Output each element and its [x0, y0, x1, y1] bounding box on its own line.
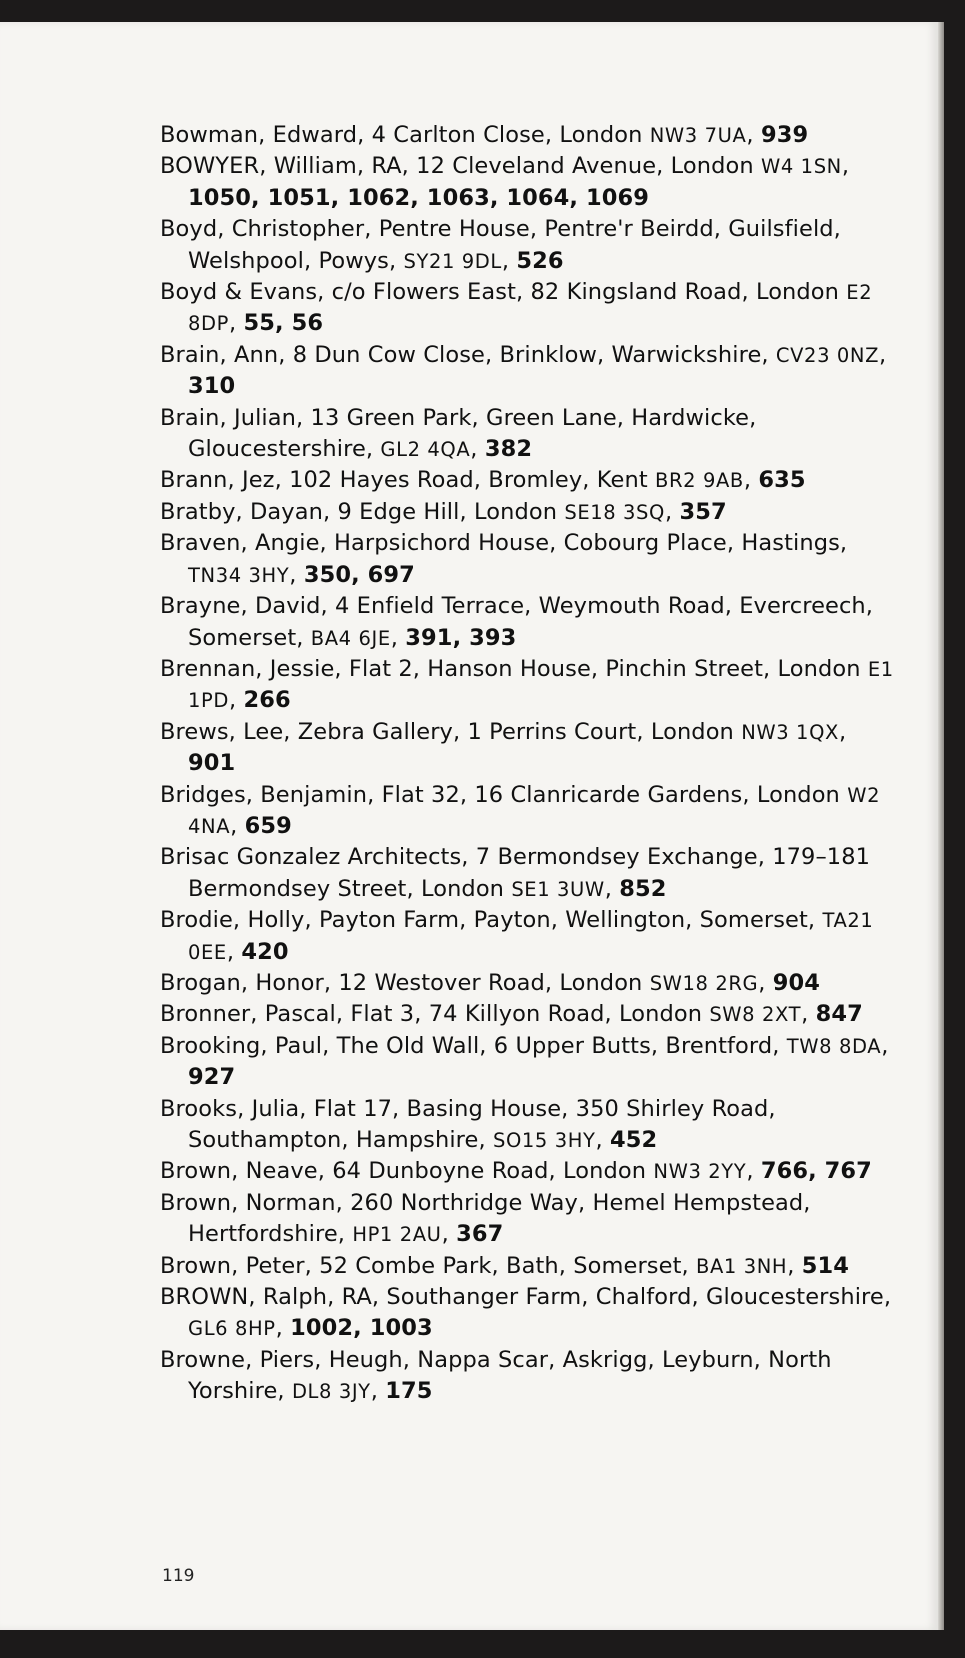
- entry-pages: 452: [610, 1127, 658, 1153]
- index-entry: BROWN, Ralph, RA, Southanger Farm, Chalford, Gloucestershire, GL6 8HP, 1002, 1003: [160, 1284, 892, 1342]
- entry-text: Braven, Angie, Harpsichord House, Cobourg Place, Hastings,: [160, 530, 848, 557]
- entry-text: Brennan, Jessie, Flat 2, Hanson House, Pinchin Street, London: [160, 655, 861, 682]
- entry-pages: 526: [516, 247, 564, 274]
- index-entry: Bridges, Benjamin, Flat 32, 16 Clanricarde Gardens, London W2 4NA, 659: [160, 781, 881, 839]
- index-entries: [160, 120, 900, 1408]
- entry-postcode: TA21 0EE: [188, 909, 874, 964]
- entry-text: Brann, Jez, 102 Hayes Road, Bromley, Kent: [160, 467, 648, 494]
- entry-pages: 766, 767: [760, 1158, 872, 1185]
- entry-text: Brain, Ann, 8 Dun Cow Close, Brinklow, Warwickshire,: [160, 341, 769, 368]
- entry-text: Bowman, Edward, 4 Carlton Close, London: [160, 122, 643, 148]
- entry-pages: 310: [188, 373, 236, 400]
- entry-postcode: E1 1PD: [188, 657, 894, 713]
- index-entry: Braven, Angie, Harpsichord House, Cobourg Place, Hastings, TN34 3HY, 350, 697: [160, 530, 848, 588]
- index-entry: Boyd & Evans, c/o Flowers East, 82 Kingsland Road, London E2 8DP, 55, 56: [160, 279, 873, 337]
- entry-text: BROWN, Ralph, RA, Southanger Farm, Chalford, Gloucestershire,: [160, 1284, 892, 1311]
- entry-text: BOWYER, William, RA, 12 Cleveland Avenue, London: [160, 153, 754, 180]
- entry-text: Brooks, Julia, Flat 17, Basing House, 350 Shirley Road, Southampton, Hampshire,: [160, 1095, 776, 1153]
- entry-postcode: SY21 9DL: [403, 249, 502, 273]
- entry-pages: 939: [760, 122, 809, 148]
- index-entry: Brooking, Paul, The Old Wall, 6 Upper Butts, Brentford, TW8 8DA, 927: [160, 1032, 889, 1091]
- entry-pages: 635: [758, 467, 806, 494]
- entry-postcode: SW8 2XT: [709, 1003, 802, 1027]
- index-entry: BOWYER, William, RA, 12 Cleveland Avenue, London W4 1SN, 1050, 1051, 1062, 1063, 1064, 1069: [160, 153, 850, 211]
- entry-postcode: BR2 9AB: [655, 469, 744, 493]
- entry-postcode: BA4 6JE: [310, 626, 391, 650]
- entry-text: Brown, Norman, 260 Northridge Way, Hemel Hempstead, Hertfordshire,: [160, 1189, 811, 1248]
- entry-text: Boyd & Evans, c/o Flowers East, 82 Kingsland Road, London: [160, 279, 840, 306]
- entry-pages: 514: [801, 1252, 849, 1279]
- index-entry: Brain, Ann, 8 Dun Cow Close, Brinklow, Warwickshire, CV23 0NZ, 310: [160, 341, 887, 400]
- entry-pages: 55, 56: [243, 310, 324, 337]
- entry-pages: 852: [619, 875, 667, 902]
- entry-postcode: HP1 2AU: [352, 1223, 442, 1247]
- entry-postcode: TN34 3HY: [188, 563, 290, 587]
- page-edge: [938, 22, 944, 1630]
- index-entry: Brooks, Julia, Flat 17, Basing House, 350 Shirley Road, Southampton, Hampshire, SO15 3HY, 452: [160, 1095, 776, 1153]
- entry-postcode: W4 1SN: [761, 155, 842, 179]
- index-entry: Bronner, Pascal, Flat 3, 74 Killyon Road, London SW8 2XT, 847: [160, 1001, 863, 1028]
- entry-postcode: TW8 8DA: [786, 1034, 882, 1058]
- page-number: 119: [162, 1566, 195, 1586]
- entry-postcode: SO15 3HY: [493, 1129, 596, 1152]
- entry-postcode: GL6 8HP: [188, 1317, 276, 1341]
- entry-text: Brayne, David, 4 Enfield Terrace, Weymouth Road, Evercreech, Somerset,: [160, 593, 874, 651]
- entry-postcode: NW3 1QX: [741, 720, 839, 744]
- entry-text: Bridges, Benjamin, Flat 32, 16 Clanricarde Gardens, London: [160, 781, 840, 808]
- entry-pages: 357: [679, 498, 727, 525]
- index-entry: Bratby, Dayan, 9 Edge Hill, London SE18 3SQ, 357: [160, 498, 727, 525]
- index-entry: Browne, Piers, Heugh, Nappa Scar, Askrigg, Leyburn, North Yorshire, DL8 3JY, 175: [160, 1346, 832, 1405]
- entry-text: Browne, Piers, Heugh, Nappa Scar, Askrigg, Leyburn, North Yorshire,: [160, 1346, 832, 1405]
- entry-text: Brews, Lee, Zebra Gallery, 1 Perrins Court, London: [160, 718, 734, 745]
- index-entry: Brown, Neave, 64 Dunboyne Road, London NW3 2YY, 766, 767: [160, 1158, 872, 1185]
- entry-pages: 904: [772, 969, 821, 996]
- index-entry: Boyd, Christopher, Pentre House, Pentre'r Beirdd, Guilsfield, Welshpool, Powys, SY21 9DL, 526: [160, 216, 841, 274]
- entry-text: Brain, Julian, 13 Green Park, Green Lane, Hardwicke, Gloucestershire,: [160, 404, 757, 463]
- entry-text: Brown, Neave, 64 Dunboyne Road, London: [160, 1158, 647, 1185]
- entry-postcode: W2 4NA: [188, 783, 881, 838]
- index-entry: Brayne, David, 4 Enfield Terrace, Weymouth Road, Evercreech, Somerset, BA4 6JE, 391, 393: [160, 593, 874, 651]
- entry-text: Brown, Peter, 52 Combe Park, Bath, Somerset,: [160, 1252, 689, 1279]
- entry-pages: 382: [484, 436, 533, 463]
- entry-text: Bronner, Pascal, Flat 3, 74 Killyon Road, London: [160, 1001, 703, 1028]
- entry-pages: 847: [815, 1001, 863, 1028]
- index-entry: Brews, Lee, Zebra Gallery, 1 Perrins Court, London NW3 1QX, 901: [160, 718, 847, 777]
- entry-postcode: CV23 0NZ: [775, 343, 880, 367]
- entry-text: Brooking, Paul, The Old Wall, 6 Upper Butts, Brentford,: [160, 1032, 780, 1059]
- entry-pages: 901: [188, 750, 236, 777]
- entry-pages: 1002, 1003: [290, 1315, 433, 1342]
- index-entry: Brown, Peter, 52 Combe Park, Bath, Somerset, BA1 3NH, 514: [160, 1252, 849, 1279]
- index-entry: Brain, Julian, 13 Green Park, Green Lane, Hardwicke, Gloucestershire, GL2 4QA, 382: [160, 404, 757, 463]
- entry-postcode: SE1 3UW: [511, 877, 605, 901]
- entry-postcode: DL8 3JY: [291, 1380, 371, 1404]
- index-entry: Brogan, Honor, 12 Westover Road, London SW18 2RG, 904: [160, 969, 821, 996]
- entry-pages: 266: [243, 687, 291, 714]
- entry-pages: 1050, 1051, 1062, 1063, 1064, 1069: [188, 184, 650, 211]
- index-entry: Bowman, Edward, 4 Carlton Close, London NW3 7UA, 939: [160, 122, 809, 148]
- index-entry: Brodie, Holly, Payton Farm, Payton, Wellington, Somerset, TA21 0EE, 420: [160, 907, 874, 965]
- entry-postcode: E2 8DP: [188, 281, 873, 336]
- entry-postcode: SW18 2RG: [649, 971, 759, 995]
- index-entry: Brisac Gonzalez Architects, 7 Bermondsey Exchange, 179–181 Bermondsey Street, London SE1 3UW, 852: [160, 844, 871, 902]
- entry-pages: 175: [385, 1378, 433, 1405]
- index-entry: Brennan, Jessie, Flat 2, Hanson House, Pinchin Street, London E1 1PD, 266: [160, 655, 894, 714]
- entry-pages: 927: [188, 1064, 236, 1091]
- entry-text: Brogan, Honor, 12 Westover Road, London: [160, 969, 643, 996]
- entry-text: Brodie, Holly, Payton Farm, Payton, Wellington, Somerset,: [160, 907, 816, 934]
- entry-pages: 420: [241, 938, 289, 965]
- entry-text: Boyd, Christopher, Pentre House, Pentre'r Beirdd, Guilsfield, Welshpool, Powys,: [160, 216, 841, 274]
- index-entry: Brann, Jez, 102 Hayes Road, Bromley, Kent BR2 9AB, 635: [160, 467, 806, 494]
- index-entry: Brown, Norman, 260 Northridge Way, Hemel Hempstead, Hertfordshire, HP1 2AU, 367: [160, 1189, 811, 1248]
- entry-pages: 350, 697: [303, 561, 415, 588]
- entry-text: Bratby, Dayan, 9 Edge Hill, London: [160, 498, 558, 525]
- entry-postcode: NW3 7UA: [649, 124, 747, 147]
- entry-text: Brisac Gonzalez Architects, 7 Bermondsey Exchange, 179–181 Bermondsey Street, London: [160, 844, 871, 902]
- entry-postcode: NW3 2YY: [653, 1160, 747, 1184]
- entry-postcode: BA1 3NH: [696, 1254, 788, 1278]
- entry-pages: 391, 393: [405, 624, 517, 651]
- entry-pages: 367: [456, 1221, 504, 1248]
- entry-pages: 659: [244, 812, 292, 839]
- entry-postcode: SE18 3SQ: [564, 500, 665, 524]
- entry-postcode: GL2 4QA: [380, 438, 471, 462]
